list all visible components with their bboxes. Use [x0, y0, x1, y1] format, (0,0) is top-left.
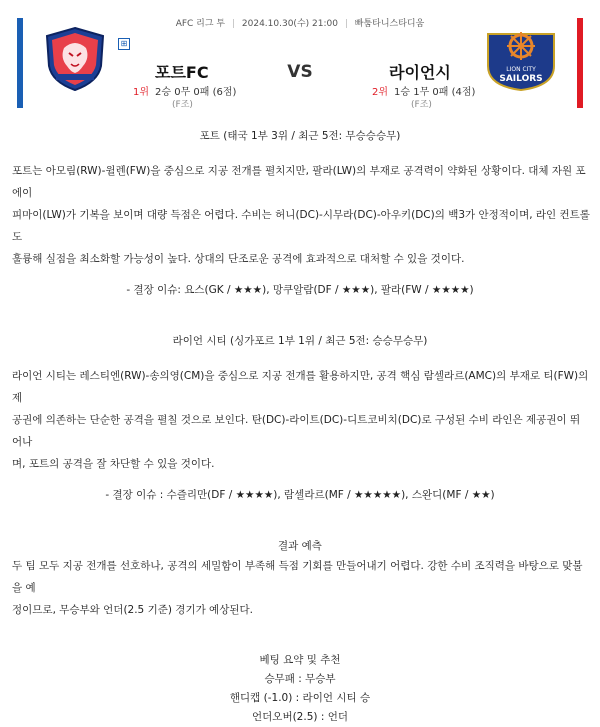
home-absence-issue: - 결장 이슈: 요스(GK / ★★★), 망쿠알람(DF / ★★★), 팔라(FW / ★★★★) — [126, 284, 474, 296]
away-group: (F조) — [411, 100, 432, 110]
lion-city-sailors-logo — [484, 26, 558, 92]
away-record — [372, 83, 475, 98]
away-analysis-line: 공권에 의존하는 단순한 공격을 펼칠 것으로 보인다. 탄(DC)-라이트(DC)-디트코비치(DC)로 구성된 수비 라인은 제공권이 뛰어나 — [12, 414, 581, 448]
away-rank: 2위 — [372, 87, 389, 98]
league-name: AFC 리그 투 — [175, 19, 226, 29]
betting-item: 승무패 : 무승부 — [264, 673, 336, 685]
prediction-line: 두 팀 모두 지공 전개를 선호하나, 공격의 세밀함이 부족해 득점 기회를 만들어내기 어렵다. 강한 수비 조직력을 바탕으로 맞불을 예 — [12, 560, 583, 594]
home-group: (F조) — [172, 100, 193, 110]
logo-text-main: SAILORS — [499, 74, 543, 84]
match-date: 2024.10.30(수) 21:00 — [241, 19, 338, 29]
away-analysis-line: 며, 포트의 공격을 잘 차단할 수 있을 것이다. — [12, 458, 215, 470]
betting-item: 언더오버(2.5) : 언더 — [252, 711, 348, 723]
away-analysis-line: 라이언 시티는 레스티엔(RW)-송의영(CM)을 중심으로 지공 전개를 활용하지만, 공격 핵심 람셀라르(AMC)의 부재로 티(FW)의 제 — [12, 370, 589, 404]
betting-title: 베팅 요약 및 추천 — [259, 654, 341, 666]
port-fc-logo — [42, 26, 108, 92]
home-record-text: 2승 0무 0패 (6점) — [155, 87, 237, 98]
prediction-title: 결과 예측 — [278, 540, 322, 552]
logo-text-top: LION CITY — [506, 66, 536, 73]
away-team-name: 라이언시 — [389, 63, 451, 82]
home-analysis-line: 피마이(LW)가 기복을 보이며 대량 득점은 어렵다. 수비는 허니(DC)-시무라(DC)-아우키(DC)의 백3가 안정적이며, 라인 컨트롤도 — [12, 209, 590, 243]
prediction-text — [0, 555, 600, 621]
home-analysis-line: 포트는 아모림(RW)-윌렌(FW)을 중심으로 지공 전개를 펼치지만, 팔라(LW)의 부재로 공격력이 약화된 상황이다. 대체 자원 포에이 — [12, 165, 586, 199]
betting-item: 핸디캡 (-1.0) : 라이언 시티 승 — [229, 692, 371, 704]
prediction-line: 정이므로, 무승부와 언더(2.5 기준) 경기가 예상된다. — [12, 604, 253, 616]
vs-label: VS — [287, 62, 313, 82]
info-icon[interactable]: ⊞ — [118, 38, 130, 50]
home-analysis — [0, 160, 600, 270]
match-header — [0, 0, 600, 112]
away-analysis — [0, 365, 600, 475]
away-absence-issue: - 결장 이슈 : 수즐리만(DF / ★★★★), 람셀라르(MF / ★★★★★), 스완디(MF / ★★) — [105, 489, 495, 501]
away-section-title: 라이언 시티 (싱가포르 1부 1위 / 최근 5전: 승승무승무) — [172, 335, 428, 347]
match-meta: AFC 리그 투 | 2024.10.30(수) 21:00 | 빠툼타니스타디움 — [175, 19, 425, 29]
away-record-text: 1승 1무 0패 (4점) — [394, 87, 476, 98]
home-analysis-line: 훌륭해 실점을 최소화할 가능성이 높다. 상대의 단조로운 공격에 효과적으로 대처할 수 있을 것이다. — [12, 253, 465, 265]
home-rank: 1위 — [133, 87, 150, 98]
home-record — [133, 83, 236, 98]
home-team-name: 포트FC — [155, 63, 209, 82]
match-venue: 빠툼타니스타디움 — [354, 19, 425, 29]
home-section-title: 포트 (태국 1부 3위 / 최근 5전: 무승승승무) — [199, 130, 401, 142]
